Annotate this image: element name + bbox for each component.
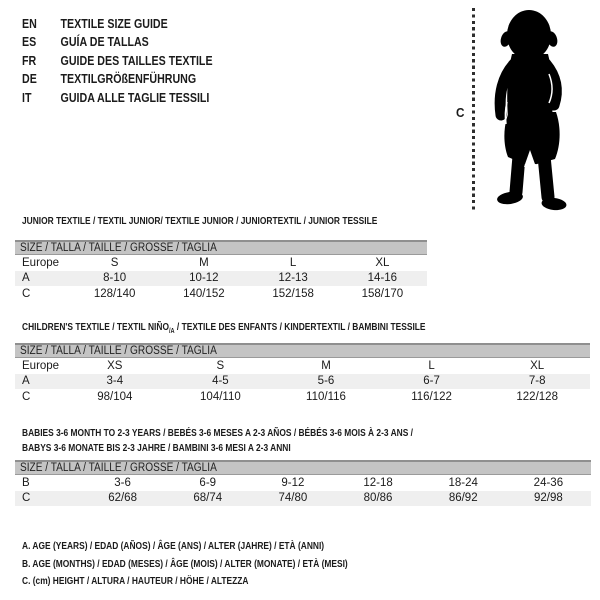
height-measure-dashed-line — [472, 8, 475, 212]
table-row-height — [15, 491, 591, 507]
language-title-list — [22, 14, 254, 107]
size-cell: 6-9 — [199, 476, 217, 489]
size-cell: 128/140 — [93, 287, 136, 300]
size-cell: S — [216, 359, 225, 372]
size-cell: XL — [530, 359, 545, 372]
row-label: Europe — [22, 359, 60, 372]
babies-title-line2: BABYS 3-6 MONATE BIS 2-3 JAHRE / BAMBINI 3-6 MESI A 2-3 ANNI — [22, 441, 291, 454]
size-cell: 10-12 — [159, 271, 248, 287]
language-title: GUIDE DES TAILLES TEXTILE — [60, 52, 213, 68]
size-cell: 7-8 — [484, 374, 590, 390]
language-row-es — [22, 33, 254, 52]
language-code: ES — [22, 34, 37, 50]
size-cell: 4-5 — [168, 374, 274, 390]
size-cell: XS — [107, 359, 123, 372]
size-cell: 12-13 — [249, 271, 338, 287]
table-row-height — [15, 389, 590, 405]
size-header-label: SIZE / TALLA / TAILLE / GRÖSSE / TAGLIA — [20, 242, 217, 254]
size-cell: XL — [375, 256, 390, 269]
size-header-row — [15, 241, 427, 255]
footnote-c — [22, 571, 429, 589]
language-title: GUIDA ALLE TAGLIE TESSILI — [60, 89, 210, 105]
language-row-it — [22, 88, 254, 107]
junior-title-text: JUNIOR TEXTILE / TEXTIL JUNIOR/ TEXTILE JUNIOR / JUNIORTEXTIL / JUNIOR TESSILE — [22, 215, 378, 227]
size-cell: 92/98 — [506, 491, 591, 507]
size-cell: S — [110, 256, 119, 269]
size-cell: 98/104 — [97, 390, 133, 403]
childrens-size-table — [15, 343, 590, 405]
size-cell: 152/158 — [272, 287, 314, 300]
babies-section-title — [22, 426, 511, 455]
size-cell: 68/74 — [165, 491, 250, 507]
language-title: GUÍA DE TALLAS — [60, 34, 149, 50]
size-cell: M — [321, 359, 331, 372]
size-cell: 158/170 — [361, 287, 404, 300]
size-header-label: SIZE / TALLA / TAILLE / GRÖSSE / TAGLIA — [20, 345, 217, 357]
babies-title-line1: BABIES 3-6 MONTH TO 2-3 YEARS / BEBÉS 3-6 MESES A 2-3 AÑOS / BÉBÉS 3-6 MOIS À 2-3 ANS / — [22, 427, 414, 439]
footnote-a — [22, 536, 429, 554]
size-cell: 74/80 — [250, 491, 335, 507]
language-code: IT — [22, 89, 32, 105]
table-row-europe — [15, 255, 427, 271]
size-cell: M — [199, 256, 209, 269]
size-cell: 80/86 — [335, 491, 420, 507]
childrens-title-post: / TEXTILE DES ENFANTS / KINDERTEXTIL / BAMBINI TESSILE — [174, 321, 426, 333]
size-cell: 5-6 — [273, 374, 379, 390]
language-code: FR — [22, 52, 37, 68]
size-cell: 24-36 — [533, 476, 564, 489]
footnote-a-text: A. AGE (YEARS) / EDAD (AÑOS) / ÂGE (ANS) / ALTER (JAHRE) / ETÀ (ANNI) — [22, 540, 325, 552]
size-cell: 122/128 — [516, 390, 558, 403]
size-cell: 14-16 — [338, 271, 427, 287]
childrens-title-text — [22, 320, 426, 340]
size-header-label: SIZE / TALLA / TAILLE / GRÖSSE / TAGLIA — [20, 462, 217, 474]
footnote-b-text: B. AGE (MONTHS) / EDAD (MESES) / ÂGE (MOIS) / ALTER (MONATE) / ETÀ (MESI) — [22, 557, 348, 570]
row-label: Europe — [22, 256, 60, 269]
language-row-de — [22, 70, 254, 89]
table-row-height — [15, 286, 427, 302]
table-row-age-months — [15, 475, 591, 491]
footnotes — [22, 536, 429, 589]
junior-section-title — [22, 214, 466, 229]
language-row-fr — [22, 51, 254, 70]
size-cell: 3-6 — [114, 476, 131, 489]
row-label: C — [22, 390, 31, 403]
footnote-c-text: C. (cm) HEIGHT / ALTURA / HAUTEUR / HÖHE / ALTEZZA — [22, 575, 249, 587]
language-title: TEXTILE SIZE GUIDE — [60, 15, 168, 31]
language-row-en — [22, 14, 254, 33]
size-cell: 116/122 — [411, 390, 452, 403]
size-cell: 86/92 — [421, 491, 506, 507]
size-cell: 104/110 — [200, 390, 241, 403]
size-header-row — [15, 461, 591, 475]
babies-size-table — [15, 460, 591, 506]
row-label: A — [15, 271, 70, 287]
row-label: C — [15, 491, 80, 507]
childrens-section-title — [22, 320, 526, 340]
size-cell: L — [289, 256, 297, 269]
size-cell: 6-7 — [379, 374, 485, 390]
size-cell: 140/152 — [183, 287, 225, 300]
language-code: DE — [22, 71, 37, 87]
size-cell: 12-18 — [363, 476, 393, 489]
size-cell: 110/116 — [306, 390, 346, 403]
language-code: EN — [22, 15, 37, 31]
row-label: A — [15, 374, 62, 390]
size-header-row — [15, 344, 590, 358]
size-cell: L — [428, 359, 435, 372]
table-row-age — [15, 374, 590, 390]
size-cell: 62/68 — [80, 491, 165, 507]
childrens-title-pre: CHILDREN'S TEXTILE / TEXTIL NIÑO — [22, 321, 169, 333]
height-measure-label: C — [456, 105, 465, 120]
row-label: C — [22, 287, 31, 300]
footnote-b — [22, 554, 429, 572]
junior-size-table — [15, 240, 427, 302]
childrens-title-sub: /A — [168, 328, 175, 336]
table-row-europe — [15, 358, 590, 374]
size-cell: 9-12 — [281, 476, 305, 489]
row-label: B — [22, 476, 30, 489]
table-row-age — [15, 271, 427, 287]
size-cell: 18-24 — [448, 476, 478, 489]
language-title: TEXTILGRÖßENFÜHRUNG — [60, 71, 197, 87]
size-cell: 3-4 — [62, 374, 168, 390]
size-cell: 8-10 — [70, 271, 159, 287]
toddler-silhouette-icon — [487, 6, 577, 212]
